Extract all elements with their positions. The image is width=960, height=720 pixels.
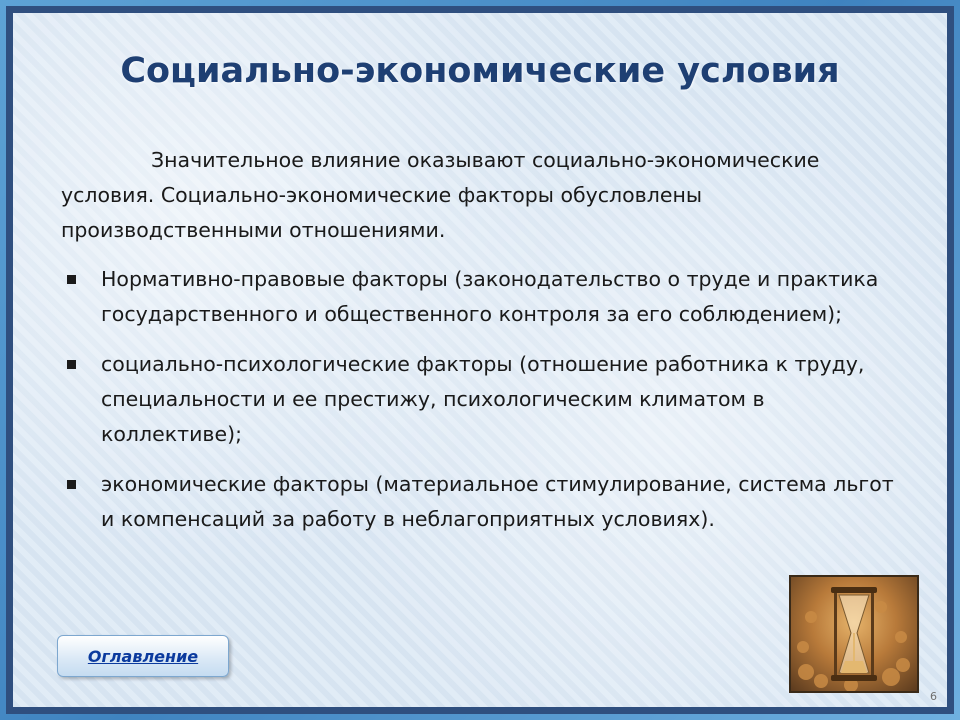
square-bullet-icon <box>67 480 76 489</box>
slide-frame <box>6 6 954 714</box>
square-bullet-icon <box>67 360 76 369</box>
hourglass-icon <box>791 577 917 691</box>
bullet-list <box>61 262 901 537</box>
bullet-text: экономические факторы (материальное стимулирование, система льгот и компенсаций за работу в неблагоприятных условиях). <box>101 472 894 531</box>
slide-title: Социально-экономические условия <box>120 51 840 91</box>
hourglass-image <box>789 575 919 693</box>
bullet-item <box>61 347 901 452</box>
bullet-item <box>61 262 901 332</box>
page-number: 6 <box>930 690 937 703</box>
slide-content <box>61 143 901 552</box>
square-bullet-icon <box>67 275 76 284</box>
bullet-text: Нормативно-правовые факторы (законодательство о труде и практика государственного и общественного контроля за его соблюдением); <box>101 267 879 326</box>
intro-paragraph: Значительное влияние оказывают социально-экономические условия. Социально-экономические факторы обусловлены производственными отношениями. <box>61 148 820 242</box>
toc-button[interactable]: Оглавление <box>57 635 229 677</box>
bullet-item <box>61 467 901 537</box>
bullet-text: социально-психологические факторы (отношение работника к труду, специальности и ее престижу, психологическим климатом в коллективе); <box>101 352 865 446</box>
